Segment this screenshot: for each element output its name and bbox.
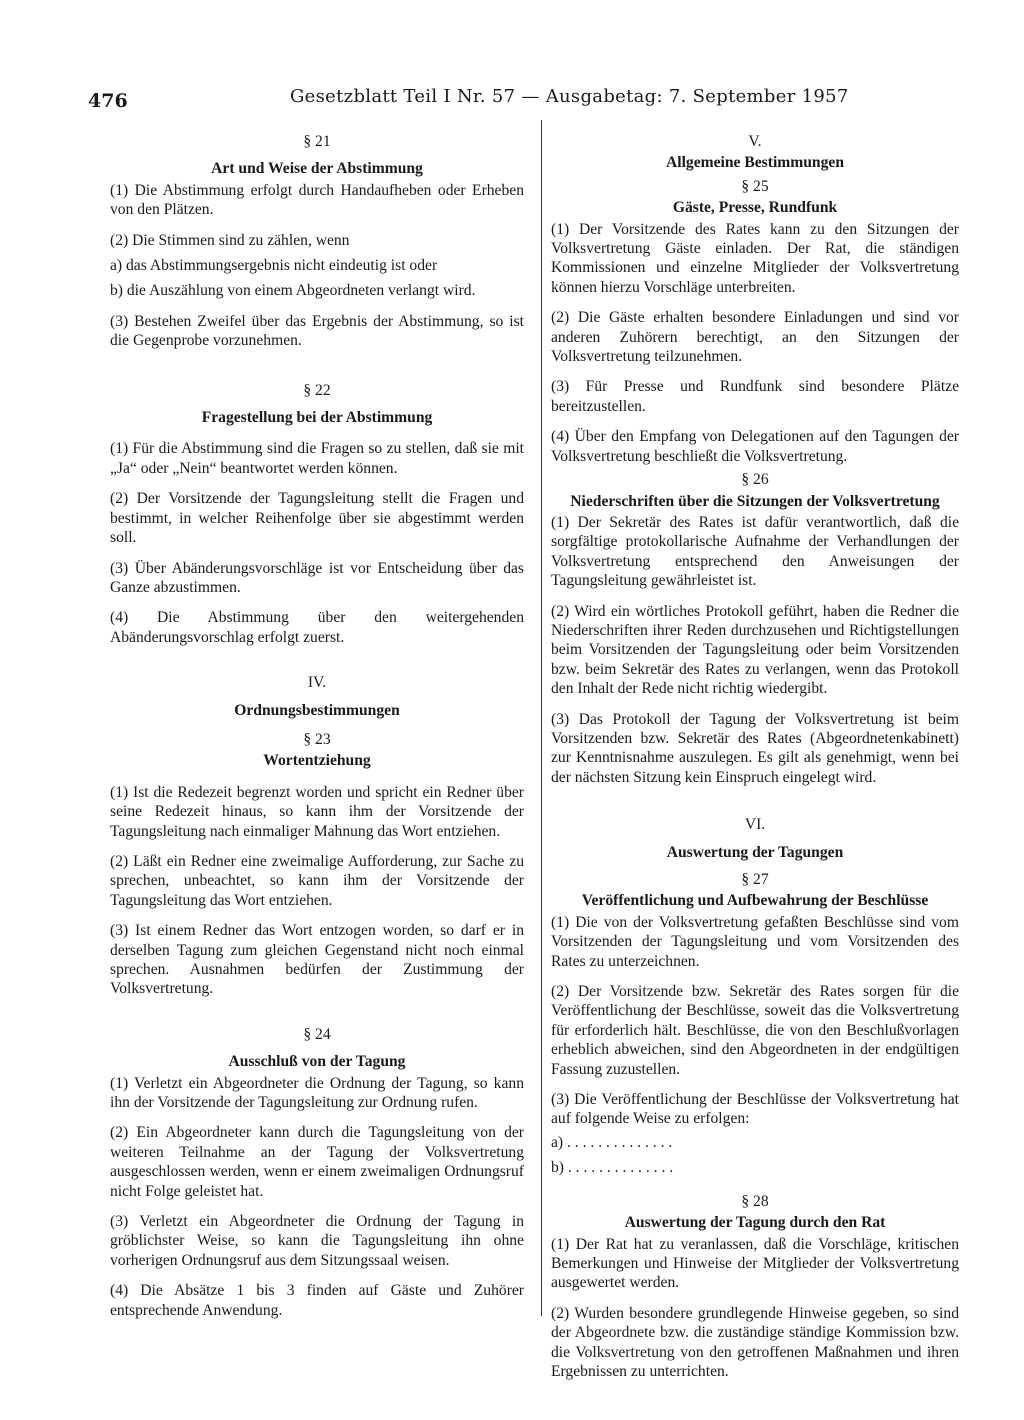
section-26 <box>551 470 959 787</box>
part-number: IV. <box>307 674 327 692</box>
paragraph: (2) Der Vorsitzende der Tagungsleitung stellt die Fragen und bestimmt, in welcher Reihenfolge über sie abgestimmt werden soll. <box>110 490 524 547</box>
section-28 <box>551 1192 959 1382</box>
section-27 <box>551 870 959 1178</box>
section-number: § 27 <box>741 871 769 888</box>
section-22 <box>110 381 524 647</box>
paragraph: (4) Über den Empfang von Delegationen auf den Tagungen der Volksvertretung beschließt die Volksvertretung. <box>551 428 959 465</box>
left-column <box>110 132 524 1331</box>
paragraph: (2) Der Vorsitzende bzw. Sekretär des Rates sorgen für die Veröffentlichung der Beschlüsse, soweit das die Volksvertretung für erforderlich hält. Beschlüsse, die von den Beschlußvorlagen erheblich abweichen, sind den Abgeordneten in der endgültigen Fassung zuzustellen. <box>551 983 959 1078</box>
paragraph: (3) Für Presse und Rundfunk sind besondere Plätze bereitzustellen. <box>551 378 959 415</box>
paragraph: (4) Die Absätze 1 bis 3 finden auf Gäste und Zuhörer entsprechende Anwendung. <box>110 1282 524 1319</box>
section-24 <box>110 1025 524 1320</box>
column-divider <box>541 120 542 1316</box>
section-heading: Gäste, Presse, Rundfunk <box>672 199 838 217</box>
paragraph: (3) Ist einem Redner das Wort entzogen worden, so darf er in derselben Tagung zum gleichen Gegenstand nicht noch einmal sprechen. Ausnahmen bedürfen der Zustimmung der Volksvertretung. <box>110 922 524 998</box>
paragraph: (2) Wird ein wörtliches Protokoll geführt, haben die Redner die Niederschriften ihrer Reden durchzusehen und Richtigstellungen beim Vorsitzenden der Tagungsleitung oder beim Vorsitzenden bzw. beim Sekretär des Rates zu verlangen, wenn das Protokoll den Inhalt der Rede nicht richtig wiedergibt. <box>551 602 959 698</box>
paragraph: (1) Ist die Redezeit begrenzt worden und spricht ein Redner über seine Redezeit hinaus, so kann ihm der Vorsitzende der Tagungsleitung nach einmaliger Mahnung das Wort entziehen. <box>110 783 524 840</box>
paragraph: (3) Die Veröffentlichung der Beschlüsse der Volksvertretung hat auf folgende Weise zu erfolgen: <box>551 1091 959 1128</box>
section-heading: Niederschriften über die Sitzungen der Volksvertretung <box>570 492 940 510</box>
paragraph: (3) Bestehen Zweifel über das Ergebnis der Abstimmung, so ist die Gegenprobe vorzunehmen. <box>110 312 524 350</box>
section-21 <box>110 132 524 351</box>
running-header: Gesetzblatt Teil I Nr. 57 — Ausgabetag: 7. September 1957 <box>290 86 849 107</box>
paragraph: (1) Verletzt ein Abgeordneter die Ordnung der Tagung, so kann ihn der Vorsitzende der Tagungsleitung zur Ordnung rufen. <box>110 1074 524 1112</box>
section-number: § 26 <box>741 471 769 489</box>
paragraph: (2) Wurden besondere grundlegende Hinweise gegeben, so sind der Abgeordnete bzw. die zuständige ständige Kommission bzw. die Volksvertretung von den getroffenen Maßnahmen und ihren Ergebnissen zu unterrichten. <box>551 1304 959 1380</box>
section-heading: Veröffentlichung und Aufbewahrung der Beschlüsse <box>581 892 929 910</box>
paragraph: (2) Die Gäste erhalten besondere Einladungen und sind vor anderen Zuhörern berechtigt, an den Sitzungen der Volksvertretung teilzunehmen. <box>551 309 959 366</box>
paragraph: (2) Die Stimmen sind zu zählen, wenn <box>110 231 350 249</box>
part-number: V. <box>748 133 762 150</box>
section-heading: Art und Weise der Abstimmung <box>211 160 423 178</box>
paragraph: (1) Der Rat hat zu veranlassen, daß die Vorschläge, kritischen Bemerkungen und Hinweise der Mitglieder der Volksvertretung ausgewertet werden. <box>551 1235 959 1292</box>
paragraph: (1) Der Vorsitzende des Rates kann zu den Sitzungen der Volksvertretung Gäste einladen. Der Rat, die ständigen Kommissionen und einzelne Mitglieder der Volksvertretung können hierzu Vorschläge unterbreiten. <box>551 220 959 296</box>
section-heading: Ausschluß von der Tagung <box>228 1053 406 1071</box>
paragraph: (1) Die von der Volksvertretung gefaßten Beschlüsse sind vom Vorsitzenden der Tagungsleitung und vom Vorsitzenden des Rates zu unterzeichnen. <box>551 913 959 970</box>
part-iv <box>110 673 524 720</box>
paragraph: (1) Die Abstimmung erfolgt durch Handaufheben oder Erheben von den Plätzen. <box>110 181 524 219</box>
section-23 <box>110 730 524 999</box>
section-heading: Wortentziehung <box>263 752 371 770</box>
paragraph: (2) Ein Abgeordneter kann durch die Tagungsleitung von der weiteren Teilnahme an der Tagung der Volksvertretung ausgeschlossen werden, wenn er einem zweimaligen Ordnungsruf nicht Folge geleistet hat. <box>110 1124 524 1200</box>
part-v <box>551 132 959 173</box>
right-column <box>551 132 959 1392</box>
part-heading: Ordnungsbestimmungen <box>234 701 400 719</box>
part-number: VI. <box>744 816 766 834</box>
section-25 <box>551 177 959 466</box>
section-number: § 23 <box>303 730 331 748</box>
section-number: § 22 <box>303 381 331 399</box>
part-vi <box>551 815 959 862</box>
paragraph: (1) Für die Abstimmung sind die Fragen so zu stellen, daß sie mit „Ja“ oder „Nein“ beantwortet werden können. <box>110 440 524 477</box>
section-number: § 24 <box>303 1025 331 1043</box>
list-item: a) . . . . . . . . . . . . . . <box>551 1133 673 1151</box>
paragraph: (1) Der Sekretär des Rates ist dafür verantwortlich, daß die sorgfältige protokollarische Aufnahme der Verhandlungen der Volksvertretung entsprechend den Anweisungen der Tagungsleitung gewährleistet ist. <box>551 513 959 590</box>
list-item: b) die Auszählung von einem Abgeordneten verlangt wird. <box>110 282 476 300</box>
page-number: 476 <box>88 90 128 112</box>
list-item: b) . . . . . . . . . . . . . . <box>551 1159 674 1177</box>
paragraph: (3) Das Protokoll der Tagung der Volksvertretung ist beim Vorsitzenden bzw. Sekretär des Rates (Abgeordnetenkabinett) zur Kenntnisnahme auszulegen. Es gilt als genehmigt, wenn bei der nächsten Sitzung kein Einspruch eingelegt wird. <box>551 710 959 786</box>
paragraph: (3) Verletzt ein Abgeordneter die Ordnung der Tagung in gröblichster Weise, so kann die Tagungsleitung ihn ohne vorherigen Ordnungsruf aus dem Sitzungssaal weisen. <box>110 1213 524 1269</box>
paragraph: (2) Läßt ein Redner eine zweimalige Aufforderung, zur Sache zu sprechen, unbeachtet, so kann ihm der Vorsitzende der Tagungsleitung das Wort entziehen. <box>110 852 524 909</box>
section-number: § 25 <box>741 177 769 195</box>
paragraph: (3) Über Abänderungsvorschläge ist vor Entscheidung über das Ganze abzustimmen. <box>110 559 524 596</box>
section-number: § 21 <box>303 133 331 150</box>
section-number: § 28 <box>741 1192 769 1210</box>
part-heading: Auswertung der Tagungen <box>666 843 844 861</box>
paragraph: (4) Die Abstimmung über den weitergehenden Abänderungsvorschlag erfolgt zuerst. <box>110 609 524 646</box>
section-heading: Auswertung der Tagung durch den Rat <box>624 1214 886 1232</box>
part-heading: Allgemeine Bestimmungen <box>665 154 844 172</box>
list-item: a) das Abstimmungsergebnis nicht eindeutig ist oder <box>110 257 438 275</box>
section-heading: Fragestellung bei der Abstimmung <box>201 409 433 427</box>
